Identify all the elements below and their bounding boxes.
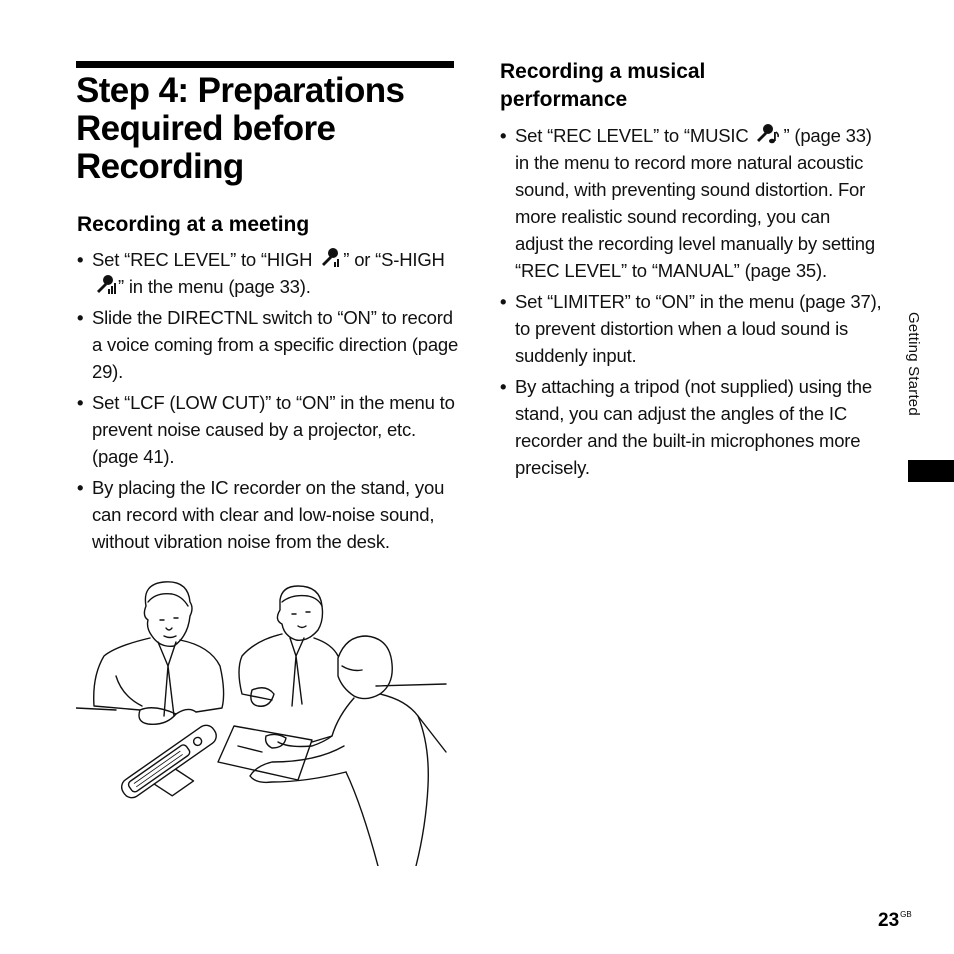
list-item [77,246,459,300]
microphone-music-icon [755,124,781,144]
page-number [878,910,912,932]
bullet-text: Set “REC LEVEL” to “HIGH [92,249,318,270]
music-list [500,122,882,485]
page-title: Step 4: Preparations Required before Recording [76,71,405,186]
microphone-high-icon [319,248,341,268]
list-item [77,389,459,470]
microphone-s-high-icon [94,275,116,295]
music-heading: Recording a musical performance [500,60,706,111]
bullet-text: Slide the DIRECTNL switch to “ON” to record a voice coming from a specific direction (page 29). [92,307,459,382]
person-middle [239,586,338,706]
list-item [500,373,882,481]
section-tab-text: Getting Started [905,312,922,416]
paper [218,726,312,780]
person-right [250,636,446,866]
section-tab-label [904,312,924,452]
page-number-value: 23 [878,910,900,931]
ic-recorder [118,722,231,818]
bullet-text: ” (page 33) in the menu to record more natural acoustic sound, with preventing sound distortion. For more realistic sound recording, you can adjust the recording level manually by setting “REC LEVEL” to “MANUAL” (page 35). [515,125,875,281]
bullet-text: Set “REC LEVEL” to “MUSIC [515,125,754,146]
section-tab-marker [908,460,954,482]
list-item [77,474,459,555]
meeting-illustration [76,576,456,866]
bullet-text: Set “LIMITER” to “ON” in the menu (page 37), to prevent distortion when a loud sound is suddenly input. [515,291,882,366]
bullet: • [77,477,84,498]
bullet: • [77,249,84,270]
bullet-text: ” in the menu (page 33). [118,276,311,297]
bullet: • [500,376,507,397]
bullet: • [500,291,507,312]
bullet: • [77,307,84,328]
bullet: • [77,392,84,413]
bullet-text: Set “LCF (LOW CUT)” to “ON” in the menu to prevent noise caused by a projector, etc. (page 41). [92,392,455,467]
title-rule [76,61,454,68]
meeting-list [77,246,459,559]
bullet-text: By placing the IC recorder on the stand, you can record with clear and low-noise sound, without vibration noise from the desk. [92,477,445,552]
meeting-heading: Recording at a meeting [77,213,310,236]
list-item [500,122,882,284]
person-left [94,582,224,724]
page-number-suffix: GB [900,910,912,919]
bullet-text: By attaching a tripod (not supplied) using the stand, you can adjust the angles of the IC recorder and the built-in microphones more precisely. [515,376,872,478]
list-item [77,304,459,385]
bullet-text: ” or “S-HIGH [343,249,445,270]
bullet: • [500,125,507,146]
list-item [500,288,882,369]
